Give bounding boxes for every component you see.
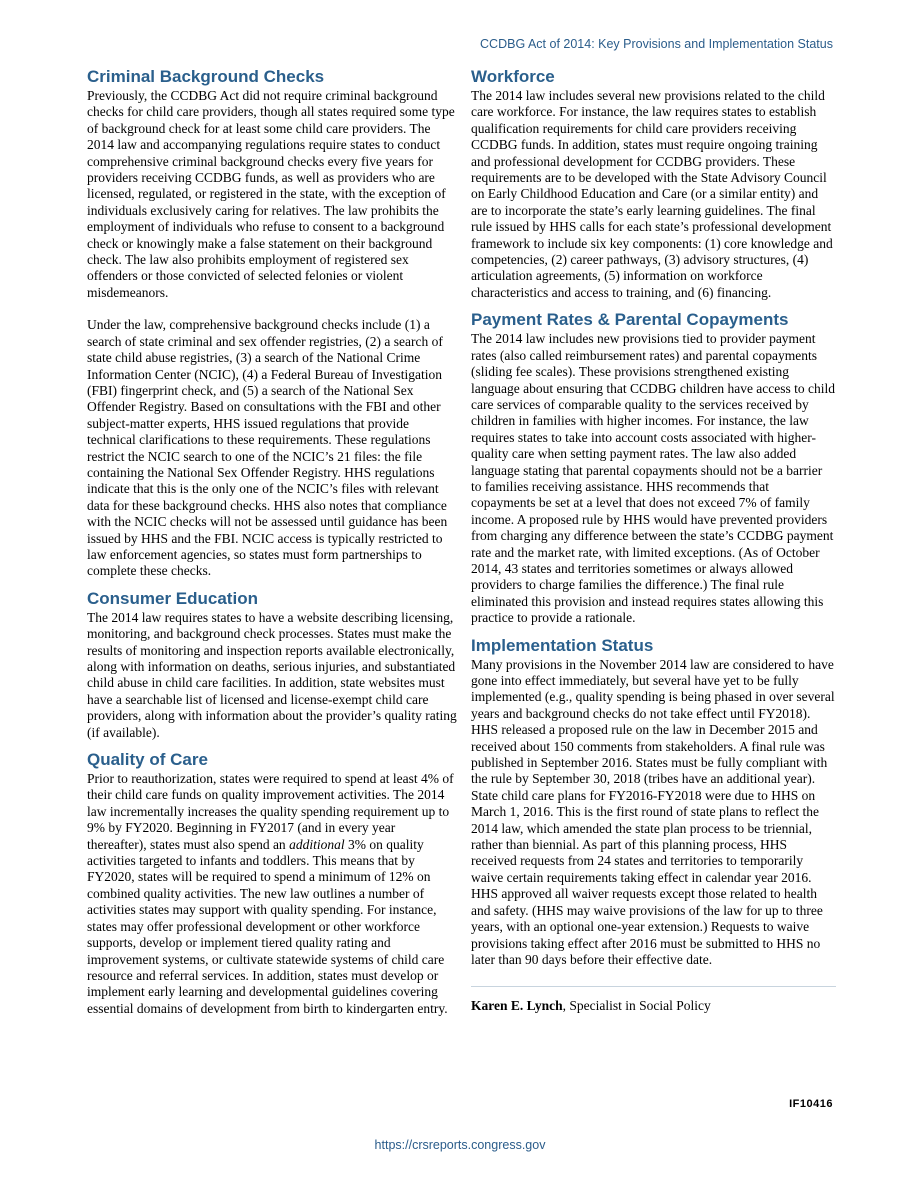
right-column [471, 66, 836, 1015]
running-title: CCDBG Act of 2014: Key Provisions and Implementation Status [480, 37, 833, 51]
section-heading-workforce: Workforce [471, 67, 555, 86]
author-divider [471, 986, 836, 987]
paragraph: The 2014 law requires states to have a website describing licensing, monitoring, and background check processes. States must make the results of monitoring and inspection reports available electronically, along with information on deaths, serious injuries, and substantiated child abuse in child care facilities. In addition, state websites must have a searchable list of licensed and license-exempt child care providers, along with information about the provider’s quality rating (if available). [87, 609, 457, 740]
footer-link[interactable]: https://crsreports.congress.gov [374, 1138, 546, 1152]
emphasis-text: additional [289, 836, 345, 852]
paragraph: Previously, the CCDBG Act did not require criminal background checks for child care providers, though all states required some type of background check for at least some child care providers. The 2014 law and accompanying regulations require states to conduct comprehensive criminal background checks every five years for providers receiving CCDBG funds, as well as providers who are licensed, regulated, or registered in the state, with the exception of individuals exclusively caring for relatives. The law prohibits the employment of individuals who refuse to consent to a background check or knowingly make a false statement on their background check. The law also prohibits employment of registered sex offenders or those convicted of selected felonies or violent misdemeanors. [87, 88, 455, 300]
author-name: Karen E. Lynch [471, 998, 563, 1014]
paragraph [87, 771, 457, 1017]
author-title: , Specialist in Social Policy [562, 998, 711, 1014]
document-code: IF10416 [789, 1098, 833, 1110]
paragraph: Many provisions in the November 2014 law are considered to have gone into effect immediately, but several have yet to be fully implemented (e.g., quality spending is being phased in over several years and background checks do not take effect until FY2018). HHS released a proposed rule on the law in December 2015 and received about 150 comments from stakeholders. A final rule was published in September 2016. States must be fully compliant with the rule by September 30, 2018 (tribes have an additional year). State child care plans for FY2016-FY2018 were due to HHS on March 1, 2016. This is the first round of state plans to reflect the 2014 law, which amended the state plan process to be triennial, rather than biennial. As part of this planning process, HHS received requests from 24 states and territories to temporarily waive certain requirements taking effect in calendar year 2016. HHS approved all waiver requests except those related to health and safety. (HHS may waive provisions of the law for up to three years, with an optional one-year extension.) Requests to waive provisions taking effect after 2016 must be submitted to HHS no later than 90 days before their effective date. [471, 656, 835, 967]
paragraph: The 2014 law includes new provisions tied to provider payment rates (also called reimbursement rates) and parental copayments (sliding fee scales). These provisions strengthened existing language about ensuring that CCDBG children have access to child care services of comparable quality to the services received by children in families with higher incomes. For instance, the law requires states to take into account costs associated with higher-quality care when setting payment rates. The law also added language stating that parental copayments should not be a barrier to families receiving assistance. HHS recommends that copayments be set at a level that does not exceed 7% of family income. A proposed rule by HHS would have prevented providers from charging any difference between the state’s CCDBG payment rate and the market rate, with limited exceptions. (As of October 2014, 43 states and territories sometimes or always allowed providers to charge families the difference.) The final rule eliminated this provision and instead requires states allowing this practice to provide a rationale. [471, 331, 836, 626]
section-heading-consumer-education: Consumer Education [87, 588, 258, 608]
author-line [471, 998, 836, 1014]
paragraph: The 2014 law includes several new provisions related to the child care workforce. For instance, the law requires states to establish qualification requirements for child care providers receiving CCDBG funds. In addition, states must require ongoing training and professional development for CCDBG providers. These requirements are to be developed with the State Advisory Council on Early Childhood Education and Care (or a similar entity) and are to incorporate the state’s early learning guidelines. The final rule issued by HHS calls for each state’s professional development framework to include six key components: (1) core knowledge and competencies, (2) career pathways, (3) advisory structures, (4) articulation agreements, (5) information on workforce characteristics and access to training, and (6) financing. [471, 88, 833, 300]
section-heading-payment-rates: Payment Rates & Parental Copayments [471, 310, 789, 330]
section-heading-quality-of-care: Quality of Care [87, 750, 208, 770]
text-run: 3% on quality activities targeted to infants and toddlers. This means that by FY2020, states will be required to spend a minimum of 12% on combined quality activities. The new law outlines a number of activities states may support with quality spending. For instance, states may offer professional development or other workforce supports, develop or implement tiered quality rating and improvement systems, or cultivate statewide systems of child care resource and referral services. In addition, states must develop or implement early learning and developmental guidelines covering essential domains of development from birth to kindergarten entry. [87, 836, 448, 1016]
section-heading-criminal-background-checks: Criminal Background Checks [87, 67, 325, 86]
text-run: Prior to reauthorization, states were required to spend at least 4% of their child care funds on quality improvement activities. The 2014 law incrementally increases the quality spending requirement up to 9% by FY2020. Beginning in FY2017 (and in every year thereafter), states must also spend an [87, 771, 454, 852]
left-column [87, 66, 457, 1017]
section-heading-implementation-status: Implementation Status [471, 635, 654, 655]
paragraph: Under the law, comprehensive background checks include (1) a search of state criminal and sex offender registries, (2) a search of state child abuse registries, (3) a search of the National Crime Information Center (NCIC), (4) a Federal Bureau of Investigation (FBI) fingerprint check, and (5) a search of the National Sex Offender Registry. Based on consultations with the FBI and other subject-matter experts, HHS issued regulations that provide technical clarifications to these requirements. These regulations restrict the NCIC search to one of the NCIC’s 21 files: the file containing the National Sex Offender Registry. HHS regulations indicate that this is the only one of the NCIC’s files with relevant data for these background checks. HHS also notes that compliance with the NCIC checks will not be assessed until guidance has been issued by HHS and the FBI. NCIC access is typically restricted to law enforcement agencies, so states must form partnerships to complete these checks. [87, 317, 448, 579]
